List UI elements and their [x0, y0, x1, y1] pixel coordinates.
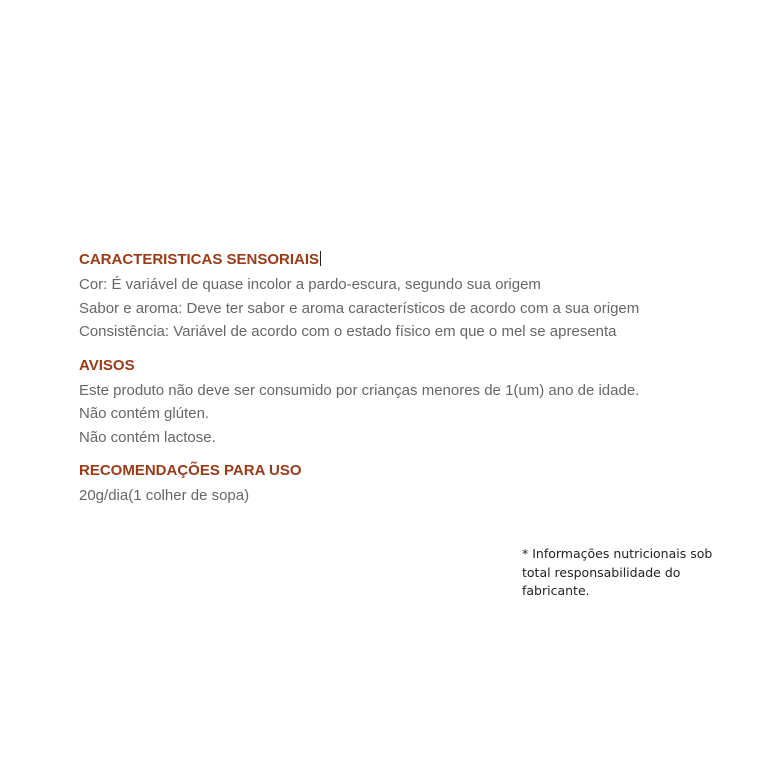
- warning-children-line: Este produto não deve ser consumido por crianças menores de 1(um) ano de idade.: [79, 381, 640, 399]
- section-title-warnings: AVISOS: [79, 356, 135, 374]
- sensory-flavor-line: Sabor e aroma: Deve ter sabor e aroma característicos de acordo com a sua origem: [79, 299, 640, 317]
- warning-gluten-line: Não contém glúten.: [79, 405, 210, 422]
- section-sensory-characteristics: [79, 250, 719, 344]
- sensory-color-line: Cor: É variável de quase incolor a pardo-escura, segundo sua origem: [79, 276, 541, 293]
- nutrition-footnote: * Informações nutricionais sob total responsabilidade do fabricante.: [522, 546, 713, 598]
- section-warnings: [79, 356, 719, 450]
- section-title-sensory: CARACTERISTICAS SENSORIAIS: [79, 251, 320, 268]
- usage-dose-line: 20g/dia(1 colher de sopa): [79, 487, 250, 504]
- text-caret: [320, 251, 321, 266]
- product-info-document: [79, 250, 719, 508]
- warning-lactose-line: Não contém lactose.: [79, 428, 216, 446]
- section-usage-recommendations: [79, 461, 719, 508]
- sensory-consistency-line: Consistência: Variável de acordo com o estado físico em que o mel se apresenta: [79, 323, 617, 340]
- section-title-usage: RECOMENDAÇÕES PARA USO: [79, 462, 302, 479]
